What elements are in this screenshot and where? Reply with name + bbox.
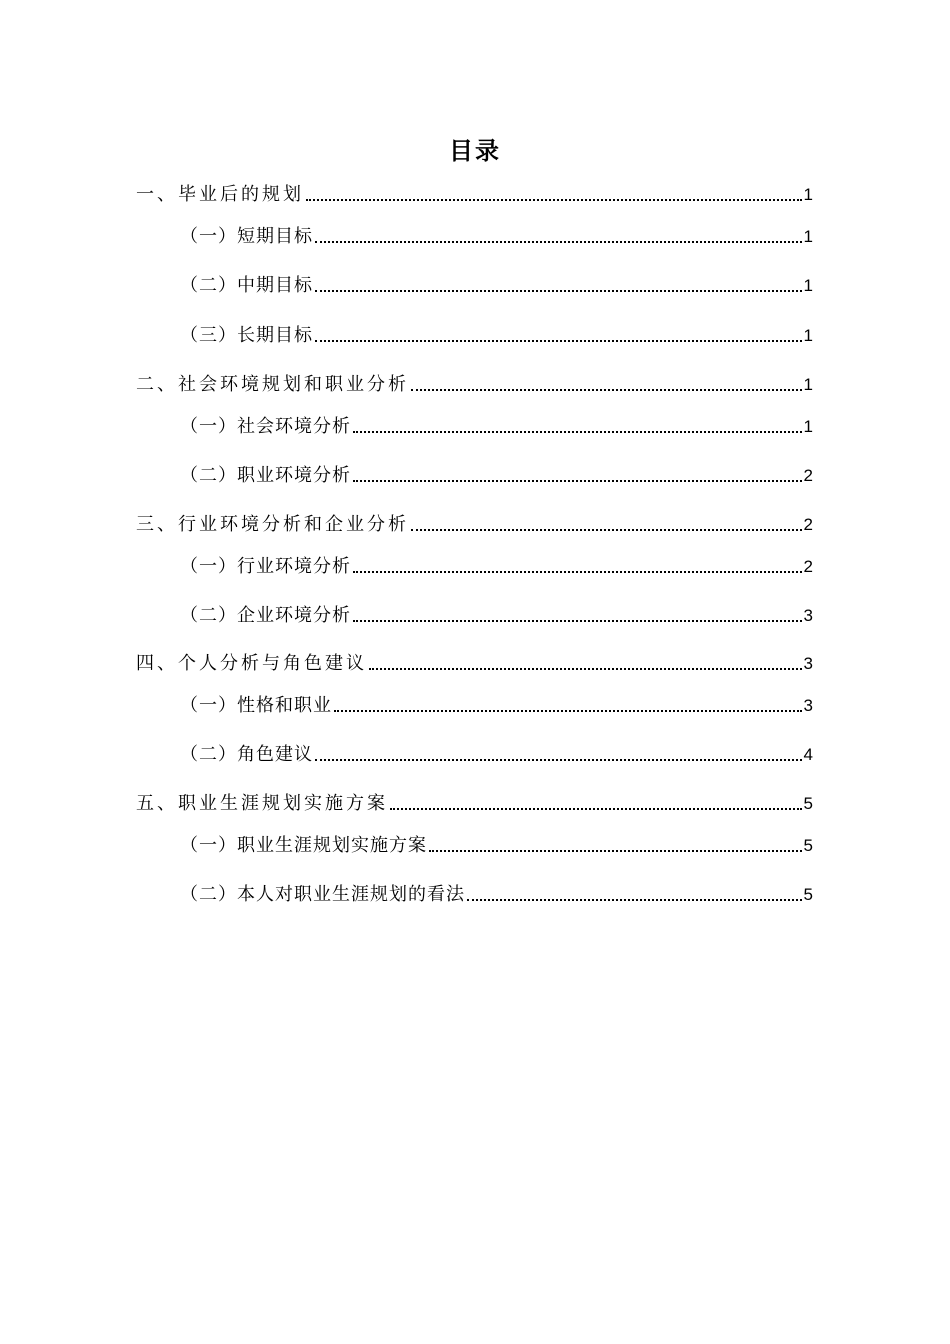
toc-page-number: 1	[803, 276, 813, 295]
toc-page-number: 2	[803, 466, 813, 485]
toc-dot-leader	[334, 710, 802, 712]
toc-entry-section[interactable]	[180, 603, 813, 629]
toc-entry-section[interactable]	[180, 273, 813, 299]
toc-dot-leader	[315, 759, 802, 761]
toc-entry-title: 四、个人分析与角色建议	[136, 653, 367, 674]
toc-dot-leader	[315, 241, 802, 243]
toc-entry-section[interactable]	[180, 554, 813, 580]
toc-page-number: 3	[803, 696, 813, 715]
toc-entry-section[interactable]	[180, 463, 813, 489]
toc-dot-leader	[306, 199, 802, 201]
toc-page-number: 1	[803, 185, 813, 204]
toc-entry-title: 二、社会环境规划和职业分析	[136, 374, 409, 395]
toc-entry-title: （三）长期目标	[180, 325, 313, 346]
toc-dot-leader	[315, 290, 802, 292]
toc-dot-leader	[353, 431, 802, 433]
toc-page-number: 1	[803, 326, 813, 345]
toc-entry-chapter[interactable]	[136, 182, 813, 208]
toc-entry-title: （一）性格和职业	[180, 695, 332, 716]
toc-dot-leader	[369, 668, 802, 670]
toc-title: 目录	[449, 137, 501, 165]
toc-entry-section[interactable]	[180, 224, 813, 250]
toc-page-number: 3	[803, 654, 813, 673]
toc-entry-chapter[interactable]	[136, 372, 813, 398]
toc-dot-leader	[353, 571, 802, 573]
toc-page-number: 2	[803, 557, 813, 576]
toc-page-number: 5	[803, 794, 813, 813]
toc-dot-leader	[390, 808, 802, 810]
toc-dot-leader	[467, 899, 802, 901]
toc-entry-chapter[interactable]	[136, 651, 813, 677]
toc-entry-title: 五、职业生涯规划实施方案	[136, 793, 388, 814]
toc-page-number: 3	[803, 606, 813, 625]
toc-entry-title: （二）角色建议	[180, 744, 313, 765]
toc-entry-title: 一、毕业后的规划	[136, 184, 304, 205]
toc-page-number: 4	[803, 745, 813, 764]
toc-entry-section[interactable]	[180, 833, 813, 859]
toc-page-number: 1	[803, 375, 813, 394]
toc-entry-title: （二）中期目标	[180, 275, 313, 296]
toc-entry-section[interactable]	[180, 414, 813, 440]
toc-entry-section[interactable]	[180, 323, 813, 349]
toc-dot-leader	[315, 340, 802, 342]
toc-entry-title: （二）企业环境分析	[180, 605, 351, 626]
toc-entry-chapter[interactable]	[136, 791, 813, 817]
toc-page-number: 1	[803, 227, 813, 246]
toc-dot-leader	[353, 620, 802, 622]
toc-entry-title: （一）短期目标	[180, 226, 313, 247]
toc-entry-title: 三、行业环境分析和企业分析	[136, 514, 409, 535]
toc-dot-leader	[411, 529, 802, 531]
toc-entry-title: （二）职业环境分析	[180, 465, 351, 486]
toc-dot-leader	[429, 850, 802, 852]
toc-entry-chapter[interactable]	[136, 512, 813, 538]
toc-page-number: 5	[803, 885, 813, 904]
toc-page-number: 2	[803, 515, 813, 534]
toc-page-number: 5	[803, 836, 813, 855]
toc-entry-section[interactable]	[180, 742, 813, 768]
toc-entry-section[interactable]	[180, 882, 813, 908]
toc-page-number: 1	[803, 417, 813, 436]
toc-entry-section[interactable]	[180, 693, 813, 719]
toc-dot-leader	[411, 389, 802, 391]
toc-entry-title: （二）本人对职业生涯规划的看法	[180, 884, 465, 905]
toc-dot-leader	[353, 480, 802, 482]
toc-entry-title: （一）职业生涯规划实施方案	[180, 835, 427, 856]
toc-entry-title: （一）行业环境分析	[180, 556, 351, 577]
toc-entry-title: （一）社会环境分析	[180, 416, 351, 437]
